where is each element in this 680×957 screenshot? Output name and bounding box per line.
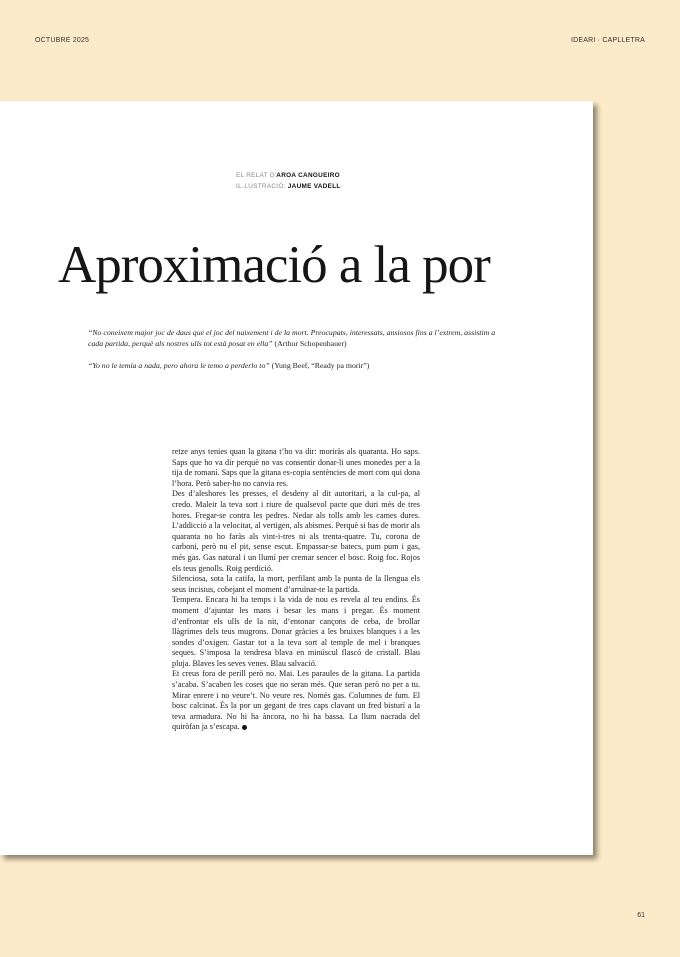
article-title: Aproximació a la por	[58, 236, 490, 294]
epigraph-schopenhauer	[88, 328, 508, 349]
end-of-article-mark	[242, 725, 247, 730]
epigraph-quote: “No coneixem major joc de daus que el joc del naixement i de la mort. Preocupats, interessats, ansiosos fins a l’extrem, assistim a cada partida, perquè als nostres ulls tot està posat en ella”	[88, 328, 496, 348]
body-paragraph: Silenciosa, sota la catifa, la mort, perfilant amb la punta de la llengua els seus incisius, cobejant el moment d’arruïnar-te la partida.	[172, 574, 420, 594]
body-paragraph-text: Et creus fora de perill però no. Mai. Les paraules de la gitana. La partida s’acaba. S’acaben les coses que no seran més. Que seran però no per a tu. Mirar enrere i no veure’t. No veure res. Només gas. Columnes de fum. El bosc calcinat. És la por un gegant de tres caps clavant un fred bisturí a la teva armadura. No hi ha àncora, no hi ha bassa. La llum nacrada del quiròfan ja s’escapa.	[172, 669, 420, 732]
author-credit	[236, 170, 341, 181]
illustration-label: IL·LUSTRACIÓ:	[236, 183, 288, 190]
body-paragraph: Des d’aleshores les presses, el desdeny al dit autoritari, a la cul-pa, al credo. Maleir la teva sort i riure de qualsevol pacte que duri més de tres hores. Fregar-se contra les pedres. Nedar als tolls amb les cames dures. L’addicció a la velocitat, al vertigen, als abismes. Perquè si has de morir als quaranta no ho faràs als vint-i-tres ni als trenta-quatre. Tu, corona de carboni, però nu el pit, sense escut. Empassar-se batecs, pum pum i gas, més gas. Gas natural i un llumí per cremar sencer el bosc. Roig foc. Rojos els teus genolls. Roig perdició.	[172, 489, 420, 573]
body-paragraph-last	[172, 669, 420, 733]
page-number: 61	[637, 912, 645, 919]
illustrator-name: JAUME VADELL	[287, 183, 341, 190]
illustrator-credit	[236, 181, 341, 192]
section-label: IDEARI · CAPLLETRA	[570, 37, 645, 44]
story-label: EL RELAT D'	[236, 172, 277, 179]
epigraph-yung-beef	[88, 361, 508, 372]
article-body	[172, 447, 420, 733]
body-paragraph: Tempera. Encara hi ha temps i la vida de nou es revela al teu endins. És moment d’ajuntar les mans i besar les mans i pregar. És moment d’enfrontar els ulls de la nit, d’entonar cançons de ceba, de brollar llàgrimes dels teus mugrons. Donar gràcies a les bruixes blanques i a les sondes d’oxigen. Gastar tot a la teva sort al temple de mel i branques seques. S’imposa la tendresa blava en minúscul flascó de cristall. Blau pluja. Blaves les seves venes. Blau salvació.	[172, 595, 420, 668]
article-credits	[236, 170, 341, 192]
epigraph-source: (Yung Beef, “Ready pa morir”)	[269, 361, 370, 370]
epigraph-quote: “Yo no le temía a nada, pero ahora le temo a perderlo to”	[88, 361, 270, 370]
issue-date: OCTUBRE 2025	[35, 37, 90, 44]
author-name: AROA CANGUEIRO	[276, 172, 340, 179]
body-paragraph: retze anys tenies quan la gitana t’ho va dir: moriràs als quaranta. Ho saps. Saps que ho va dir perquè no vas consentir donar-li unes monedes per a la tija de romaní. Saps que la gitana es-copia sentències de mort com qui dona l’hora. Però saber-ho no canvia res.	[172, 447, 420, 488]
epigraph-source: (Arthur Schopenhauer)	[272, 338, 347, 348]
